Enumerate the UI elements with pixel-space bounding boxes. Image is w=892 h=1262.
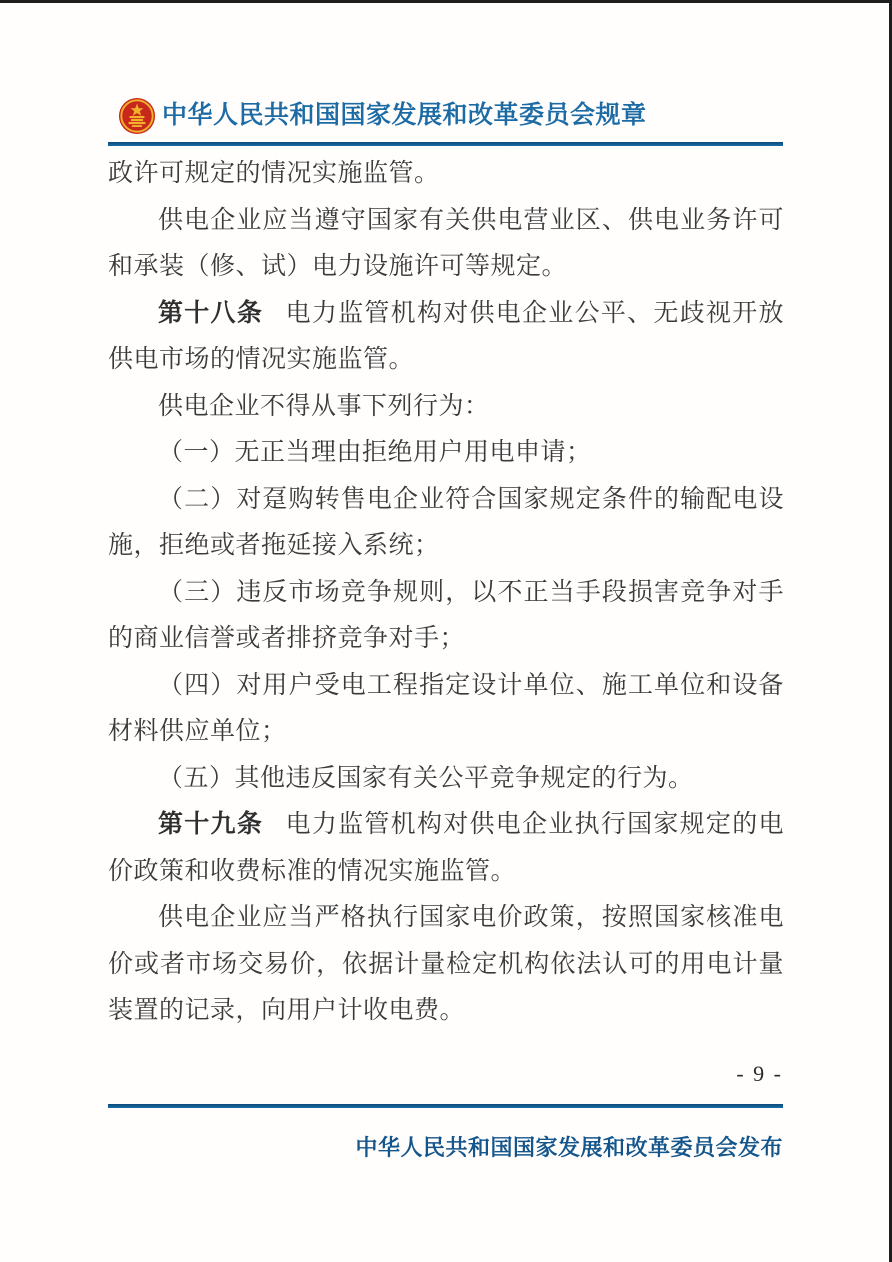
body-paragraph-item-3: （三）违反市场竞争规则，以不正当手段损害竞争对手的商业信誉或者排挤竞争对手； <box>108 578 784 652</box>
scan-edge-top <box>0 0 892 3</box>
page-header <box>108 94 784 138</box>
publisher-line: 中华人民共和国国家发展和改革委员会发布 <box>355 1135 783 1160</box>
national-emblem-icon <box>118 97 156 135</box>
body-paragraph-article-18: 第十八条 电力监管机构对供电企业公平、无歧视开放供电市场的情况实施监管。 <box>108 299 784 373</box>
article-number: 第十八条 <box>158 299 264 327</box>
body-paragraph: 政许可规定的情况实施监管。 <box>108 160 440 187</box>
document-body <box>108 151 784 1035</box>
page-number: - 9 - <box>736 1061 783 1086</box>
footer-rule <box>108 1104 783 1108</box>
body-paragraph-item-5: （五）其他违反国家有关公平竞争规定的行为。 <box>158 764 694 792</box>
body-paragraph: 供电企业应当遵守国家有关供电营业区、供电业务许可和承装（修、试）电力设施许可等规定。 <box>108 206 784 280</box>
body-paragraph: 供电企业应当严格执行国家电价政策，按照国家核准电价或者市场交易价，依据计量检定机构依法认可的用电计量装置的记录，向用户计收电费。 <box>108 904 784 1024</box>
body-paragraph-article-19: 第十九条 电力监管机构对供电企业执行国家规定的电价政策和收费标准的情况实施监管。 <box>108 811 784 885</box>
body-paragraph: 供电企业不得从事下列行为： <box>158 392 490 420</box>
header-rule <box>108 142 783 146</box>
document-type-title: 中华人民共和国国家发展和改革委员会规章 <box>162 101 647 129</box>
body-paragraph-item-1: （一）无正当理由拒绝用户用电申请； <box>158 439 592 466</box>
body-paragraph-item-2: （二）对趸购转售电企业符合国家规定条件的输配电设施，拒绝或者拖延接入系统； <box>108 485 784 559</box>
body-paragraph-item-4: （四）对用户受电工程指定设计单位、施工单位和设备材料供应单位； <box>108 671 784 745</box>
article-number: 第十九条 <box>158 811 264 838</box>
